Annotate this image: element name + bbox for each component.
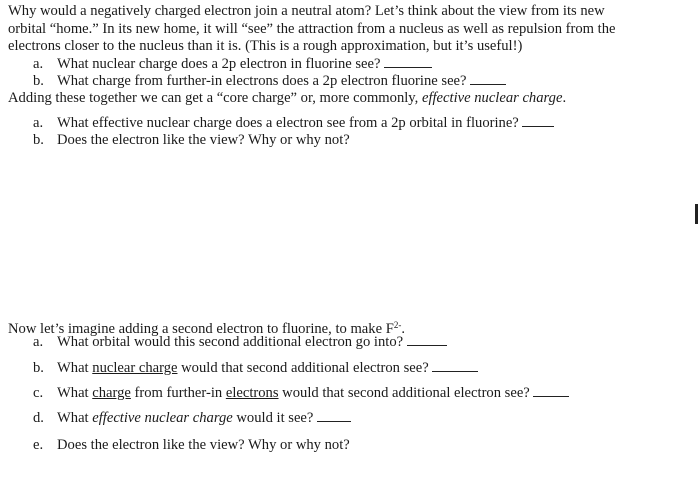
intro-line-2: orbital “home.” In its new home, it will “see” the attraction from a nucleus as well as repulsion from the [8, 20, 616, 37]
underlined-term: nuclear charge [92, 360, 178, 376]
question-text-mid: from further-in [130, 385, 226, 401]
question-3d [33, 409, 351, 427]
question-1b [33, 72, 506, 90]
question-text: Does the electron like the view? Why or why not? [57, 132, 350, 148]
question-label: b. [33, 132, 44, 148]
answer-blank[interactable] [533, 384, 569, 397]
question-label: b. [33, 73, 44, 89]
question-label: a. [33, 115, 44, 131]
underlined-term: electrons [225, 385, 279, 401]
effective-nuclear-charge-term: effective nuclear charge [421, 90, 563, 106]
emphasized-term: effective nuclear charge [92, 410, 233, 426]
second-electron-text: Now let’s imagine adding a second electron to fluorine, to make F [8, 321, 394, 337]
question-3c [33, 384, 569, 402]
intro-line-3: electrons closer to the nucleus than it is. (This is a rough approximation, but it’s useful!) [8, 38, 523, 54]
question-text: What effective nuclear charge does a electron see from a 2p orbital in fluorine? [57, 115, 519, 131]
question-2b [33, 131, 350, 149]
question-label: a. [33, 334, 44, 350]
core-charge-text: Adding these together we can get a “core charge” or, more commonly, [8, 90, 422, 106]
page-edge-mark [695, 204, 698, 224]
question-3a [33, 333, 447, 351]
intro-paragraph [8, 3, 696, 56]
question-text-rest: would that second additional electron see? [278, 385, 530, 401]
question-text: What [57, 385, 93, 401]
answer-blank[interactable] [317, 409, 351, 422]
answer-blank[interactable] [432, 359, 478, 372]
core-charge-sentence [8, 89, 566, 107]
question-text: What charge from further-in electrons does a 2p electron fluorine see? [57, 73, 467, 89]
underlined-term: charge [92, 385, 131, 401]
question-label: e. [33, 437, 44, 453]
second-electron-period: . [401, 321, 405, 337]
question-text-rest: would it see? [232, 410, 314, 426]
question-text: What [57, 410, 93, 426]
question-3b [33, 359, 478, 377]
question-text: What [57, 360, 93, 376]
ion-charge-superscript: 2- [393, 320, 402, 330]
answer-blank[interactable] [470, 72, 506, 85]
answer-blank[interactable] [522, 114, 554, 127]
question-label: a. [33, 56, 44, 72]
question-text: What nuclear charge does a 2p electron in fluorine see? [57, 56, 381, 72]
question-1a [33, 55, 432, 73]
question-label: d. [33, 410, 44, 426]
question-3e [33, 436, 350, 454]
question-label: c. [33, 385, 44, 401]
core-charge-period: . [562, 90, 567, 106]
question-text-rest: would that second additional electron see? [177, 360, 429, 376]
intro-line-1: Why would a negatively charged electron join a neutral atom? Let’s think about the view from its new [8, 3, 605, 19]
question-text: What orbital would this second additional electron go into? [57, 334, 404, 350]
question-text: Does the electron like the view? Why or why not? [57, 437, 350, 453]
question-label: b. [33, 360, 44, 376]
answer-blank[interactable] [407, 333, 447, 346]
answer-blank[interactable] [384, 55, 432, 68]
question-2a [33, 114, 554, 132]
